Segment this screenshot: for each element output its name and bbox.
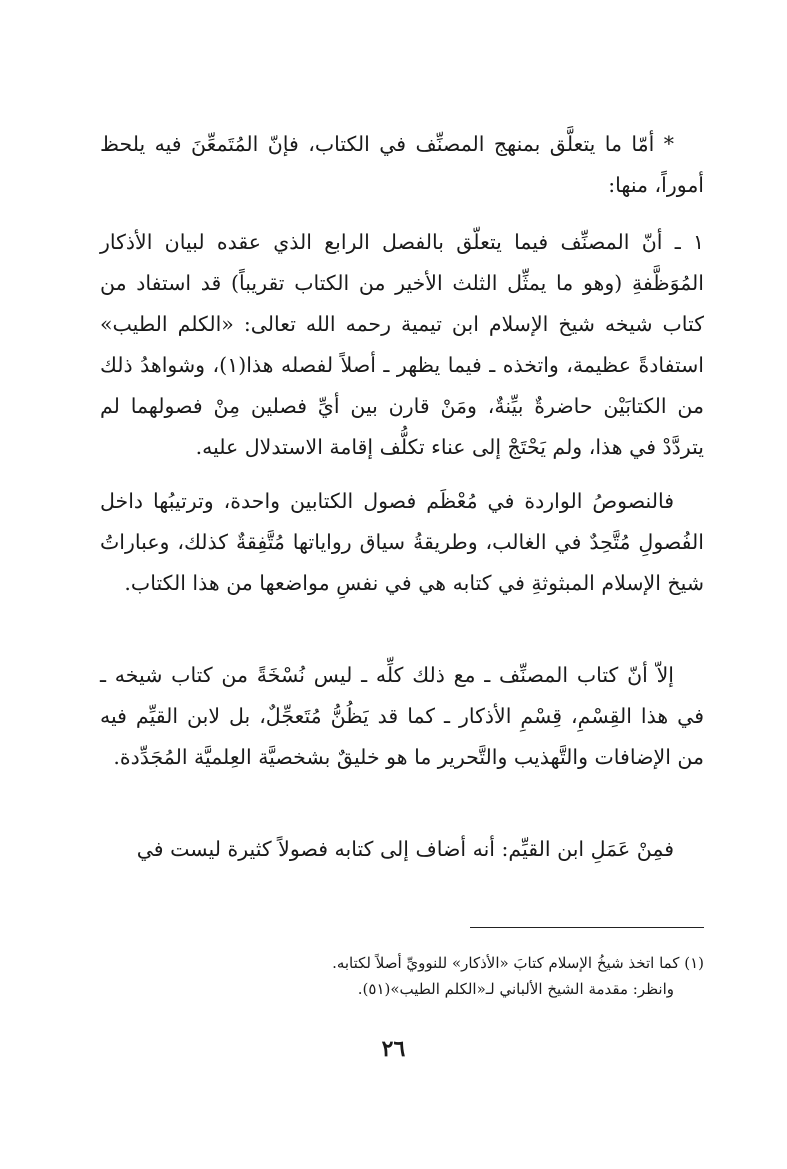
paragraph-ibn-qayyim-work: فمِنْ عَمَلِ ابن القيِّم: أنه أضاف إلى كتابه فصولاً كثيرة ليست في <box>136 837 674 861</box>
footnote-one-continued: وانظر: مقدمة الشيخ الألباني لـ«الكلم الطيب»(٥١). <box>357 980 674 998</box>
paragraph-author-additions: إلاّ أنّ كتاب المصنِّف ـ مع ذلك كلِّه ـ ليس نُسْخَةً من كتاب شيخه ـ في هذا القِسْمِ، قِسْمِ الأذكار ـ كما قد يَظُنُّ مُتَعجِّلٌ، بل لابن القيِّم فيه من الإضافات والتَّهذيب والتَّحرير ما هو خليقٌ بشخصيَّة العِلميَّة المُجَدِّدة. <box>100 663 704 769</box>
paragraph-methodology-intro: * أمّا ما يتعلَّق بمنهج المصنِّف في الكتاب، فإنّ المُتَمعِّنَ فيه يلحظ أموراً، منها: <box>100 132 704 197</box>
footnotes-block <box>100 950 704 1002</box>
footnote-divider <box>470 927 704 928</box>
footnote-one: (١) كما اتخذ شيخُ الإسلام كتابَ «الأذكار» للنوويِّ أصلاً لكتابه. <box>332 954 704 972</box>
paragraph-texts-comparison: فالنصوصُ الواردة في مُعْظَم فصول الكتابين واحدة، وترتيبُها داخل الفُصولِ مُتَّحِدٌ في الغالب، وطريقةُ سياق رواياتها مُتَّفِقةٌ كذلك، وعباراتُ شيخ الإسلام المبثوثةِ في كتابه هي في نفسِ مواضعها من هذا الكتاب. <box>100 489 704 595</box>
page-number: ٢٦ <box>381 1036 406 1062</box>
paragraph-point-one: ١ ـ أنّ المصنِّف فيما يتعلّق بالفصل الرابع الذي عقده لبيان الأذكار المُوَظَّفةِ (وهو ما يمثِّل الثلث الأخير من الكتاب تقريباً) قد استفاد من كتاب شيخه شيخ الإسلام ابن تيمية رحمه الله تعالى: «الكلم الطيب» استفادةً عظيمة، واتخذه ـ فيما يظهر ـ أصلاً لفصله هذا(١)، وشواهدُ ذلك من الكتابَيْن حاضرةٌ بيِّنةٌ، ومَنْ قارن بين أيِّ فصلين مِنْ فصولهما لم يتردَّدْ في هذا، ولم يَحْتَجْ إلى عناء تكلُّف إقامة الاستدلال عليه. <box>100 230 705 459</box>
